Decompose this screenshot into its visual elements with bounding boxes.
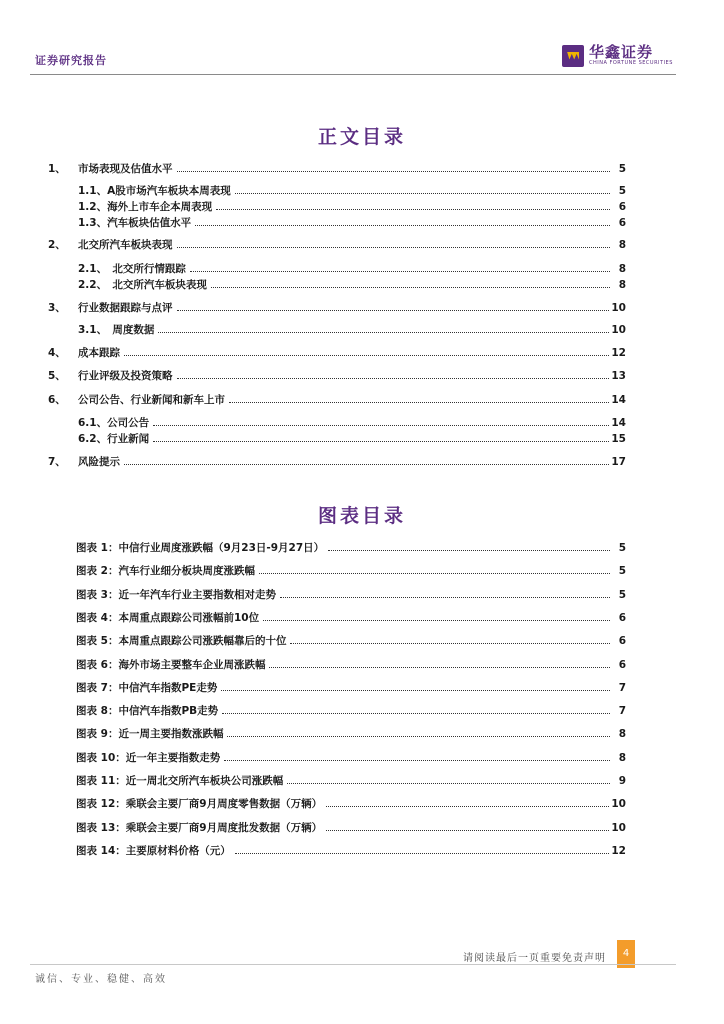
header-divider bbox=[30, 74, 676, 75]
toc-dot-leader bbox=[177, 162, 611, 172]
figure-entry[interactable] bbox=[76, 611, 626, 625]
toc-entry-page: 14 bbox=[611, 417, 626, 429]
figure-entry[interactable] bbox=[76, 844, 626, 858]
toc-entry-page: 6 bbox=[618, 217, 626, 229]
page-number: 4 bbox=[617, 940, 635, 968]
toc-dot-leader bbox=[177, 238, 611, 248]
toc-entry[interactable] bbox=[78, 184, 626, 198]
figure-dot-leader bbox=[259, 564, 610, 574]
figure-dot-leader bbox=[222, 704, 610, 714]
figure-dot-leader bbox=[280, 588, 610, 598]
figure-dot-leader bbox=[224, 751, 610, 761]
footer-divider bbox=[30, 964, 676, 965]
toc-entry[interactable] bbox=[48, 162, 626, 176]
figure-entry-page: 7 bbox=[618, 705, 626, 718]
figure-entry-title: 图表 8：中信汽车指数PB走势 bbox=[76, 705, 219, 718]
toc-entry-title: 风险提示 bbox=[78, 456, 120, 468]
toc-entry-title: 6.1、公司公告 bbox=[78, 417, 150, 429]
figure-entry[interactable] bbox=[76, 588, 626, 602]
toc-dot-leader bbox=[190, 262, 610, 272]
figure-entry-title: 图表 6：海外市场主要整车企业周涨跌幅 bbox=[76, 658, 266, 671]
figure-entry-page: 7 bbox=[618, 681, 626, 694]
toc-entry-title: 公司公告、行业新闻和新车上市 bbox=[78, 394, 225, 406]
figures-title: 图表目录 bbox=[317, 505, 406, 527]
toc-entry-number: 4、 bbox=[48, 347, 66, 359]
figure-dot-leader bbox=[235, 844, 610, 854]
toc-dot-leader bbox=[177, 369, 610, 379]
toc-entry-title: 成本跟踪 bbox=[78, 347, 120, 359]
toc-entry-page: 10 bbox=[611, 324, 626, 336]
toc-entry-page: 8 bbox=[618, 263, 626, 275]
figure-entry[interactable] bbox=[76, 541, 626, 555]
figure-entry[interactable] bbox=[76, 681, 626, 695]
figure-entry-title: 图表 12：乘联会主要厂商9月周度零售数据（万辆） bbox=[76, 798, 323, 811]
figure-entry[interactable] bbox=[76, 774, 626, 788]
toc-entry[interactable] bbox=[48, 369, 626, 383]
figure-entry[interactable] bbox=[76, 704, 626, 718]
toc-entry[interactable] bbox=[78, 262, 626, 276]
toc-entry-title: 行业数据跟踪与点评 bbox=[78, 302, 173, 314]
toc-entry[interactable] bbox=[48, 393, 626, 407]
figure-entry[interactable] bbox=[76, 797, 626, 811]
figure-entry-title: 图表 10：近一年主要指数走势 bbox=[76, 751, 221, 764]
toc-entry-number: 2、 bbox=[48, 239, 66, 251]
toc-entry-title: 6.2、行业新闻 bbox=[78, 433, 150, 445]
toc-entry-number: 1、 bbox=[48, 163, 66, 175]
figure-entry-page: 6 bbox=[618, 658, 626, 671]
figure-dot-leader bbox=[287, 774, 610, 784]
figure-dot-leader bbox=[326, 797, 609, 807]
toc-entry-title: 市场表现及估值水平 bbox=[78, 163, 173, 175]
figure-entry-page: 5 bbox=[618, 542, 626, 554]
toc-entry-number: 3、 bbox=[48, 302, 66, 314]
figure-dot-leader bbox=[326, 821, 609, 831]
toc-dot-leader bbox=[158, 323, 609, 333]
toc-entry[interactable] bbox=[78, 323, 626, 337]
toc-entry-number: 7、 bbox=[48, 456, 66, 468]
toc-entry-number: 5、 bbox=[48, 370, 66, 382]
toc-entry-page: 14 bbox=[611, 394, 626, 406]
logo-name: 华鑫证券 bbox=[589, 43, 654, 61]
toc-entry[interactable] bbox=[78, 278, 626, 292]
toc-dot-leader bbox=[211, 278, 610, 288]
figure-entry[interactable] bbox=[76, 634, 626, 648]
toc-entry-page: 12 bbox=[611, 347, 626, 359]
logo-text bbox=[589, 44, 673, 67]
toc-entry-page: 17 bbox=[611, 456, 626, 468]
toc-entry-title: 2.2、 北交所汽车板块表现 bbox=[78, 279, 207, 291]
toc-dot-leader bbox=[153, 432, 609, 442]
figure-dot-leader bbox=[328, 541, 610, 551]
toc-entry-title: 1.1、A股市场汽车板块本周表现 bbox=[78, 185, 231, 197]
figure-entry-page: 6 bbox=[618, 635, 626, 648]
toc-entry-title: 行业评级及投资策略 bbox=[78, 370, 173, 382]
figure-dot-leader bbox=[290, 634, 610, 644]
toc-entry[interactable] bbox=[48, 455, 626, 469]
toc-dot-leader bbox=[235, 184, 610, 194]
toc-entry-title: 1.3、汽车板块估值水平 bbox=[78, 217, 192, 229]
toc-entry-title: 3.1、 周度数据 bbox=[78, 324, 155, 336]
figure-entry-page: 9 bbox=[618, 775, 626, 787]
toc-dot-leader bbox=[177, 301, 610, 311]
toc-entry[interactable] bbox=[78, 200, 626, 214]
toc-entry-title: 北交所汽车板块表现 bbox=[78, 239, 173, 251]
toc-dot-leader bbox=[153, 416, 609, 426]
toc-entry-page: 5 bbox=[618, 185, 626, 197]
toc-entry-page: 8 bbox=[618, 239, 626, 251]
figure-entry-title: 图表 11：近一周北交所汽车板块公司涨跌幅 bbox=[76, 775, 284, 787]
toc-entry[interactable] bbox=[48, 346, 626, 360]
figure-entry-title: 图表 7：中信汽车指数PE走势 bbox=[76, 681, 218, 694]
figure-entry-page: 10 bbox=[611, 798, 626, 811]
toc-entry-number: 6、 bbox=[48, 394, 66, 406]
figure-entry-title: 图表 4：本周重点跟踪公司涨幅前10位 bbox=[76, 611, 260, 624]
toc-dot-leader bbox=[124, 455, 609, 465]
figure-entry[interactable] bbox=[76, 821, 626, 835]
figure-entry-title: 图表 9：近一周主要指数涨跌幅 bbox=[76, 728, 224, 741]
figure-entry-page: 6 bbox=[618, 611, 626, 624]
figure-entry[interactable] bbox=[76, 564, 626, 578]
toc-entry-page: 6 bbox=[618, 201, 626, 213]
figure-entry-page: 10 bbox=[611, 821, 626, 834]
figure-entry-title: 图表 3：近一年汽车行业主要指数相对走势 bbox=[76, 588, 276, 601]
figure-entry[interactable] bbox=[76, 658, 626, 672]
toc-dot-leader bbox=[229, 393, 609, 403]
toc-entry-page: 13 bbox=[611, 370, 626, 382]
logo-english-name: CHINA FORTUNE SECURITIES bbox=[589, 60, 673, 66]
logo-mark-icon bbox=[562, 45, 584, 67]
figure-dot-leader bbox=[221, 681, 610, 691]
header-label: 证券研究报告 bbox=[35, 54, 107, 67]
toc-entry-page: 8 bbox=[618, 279, 626, 291]
company-logo bbox=[562, 44, 673, 67]
toc-entry[interactable] bbox=[78, 416, 626, 430]
figure-entry-title: 图表 1：中信行业周度涨跌幅（9月23日-9月27日） bbox=[76, 542, 325, 554]
toc-entry[interactable] bbox=[78, 216, 626, 230]
toc-entry[interactable] bbox=[48, 238, 626, 252]
footer-motto: 诚信、专业、稳健、高效 bbox=[35, 974, 167, 985]
figure-dot-leader bbox=[227, 727, 610, 737]
figure-entry-title: 图表 14：主要原材料价格（元） bbox=[76, 844, 231, 857]
figure-entry-title: 图表 5：本周重点跟踪公司涨跌幅靠后的十位 bbox=[76, 635, 287, 648]
toc-dot-leader bbox=[216, 200, 610, 210]
figure-entry-page: 8 bbox=[618, 728, 626, 741]
figure-entry[interactable] bbox=[76, 727, 626, 741]
toc-entry[interactable] bbox=[48, 301, 626, 315]
disclaimer-note: 请阅读最后一页重要免责声明 bbox=[463, 953, 606, 964]
figure-dot-leader bbox=[269, 658, 610, 668]
figure-entry[interactable] bbox=[76, 751, 626, 765]
toc-entry-page: 5 bbox=[618, 163, 626, 175]
toc-dot-leader bbox=[124, 346, 609, 356]
toc-entry-page: 15 bbox=[611, 433, 626, 445]
figure-entry-page: 8 bbox=[618, 751, 626, 764]
toc-entry-title: 1.2、海外上市车企本周表现 bbox=[78, 201, 213, 213]
figure-entry-page: 5 bbox=[618, 565, 626, 578]
figure-entry-page: 12 bbox=[611, 844, 626, 857]
toc-dot-leader bbox=[195, 216, 610, 226]
figure-entry-page: 5 bbox=[618, 588, 626, 601]
toc-entry-title: 2.1、 北交所行情跟踪 bbox=[78, 263, 186, 275]
figure-entry-title: 图表 13：乘联会主要厂商9月周度批发数据（万辆） bbox=[76, 821, 323, 834]
toc-entry[interactable] bbox=[78, 432, 626, 446]
figure-entry-title: 图表 2：汽车行业细分板块周度涨跌幅 bbox=[76, 565, 255, 578]
toc-title: 正文目录 bbox=[317, 126, 406, 148]
toc-entry-page: 10 bbox=[611, 302, 626, 314]
figure-dot-leader bbox=[263, 611, 610, 621]
